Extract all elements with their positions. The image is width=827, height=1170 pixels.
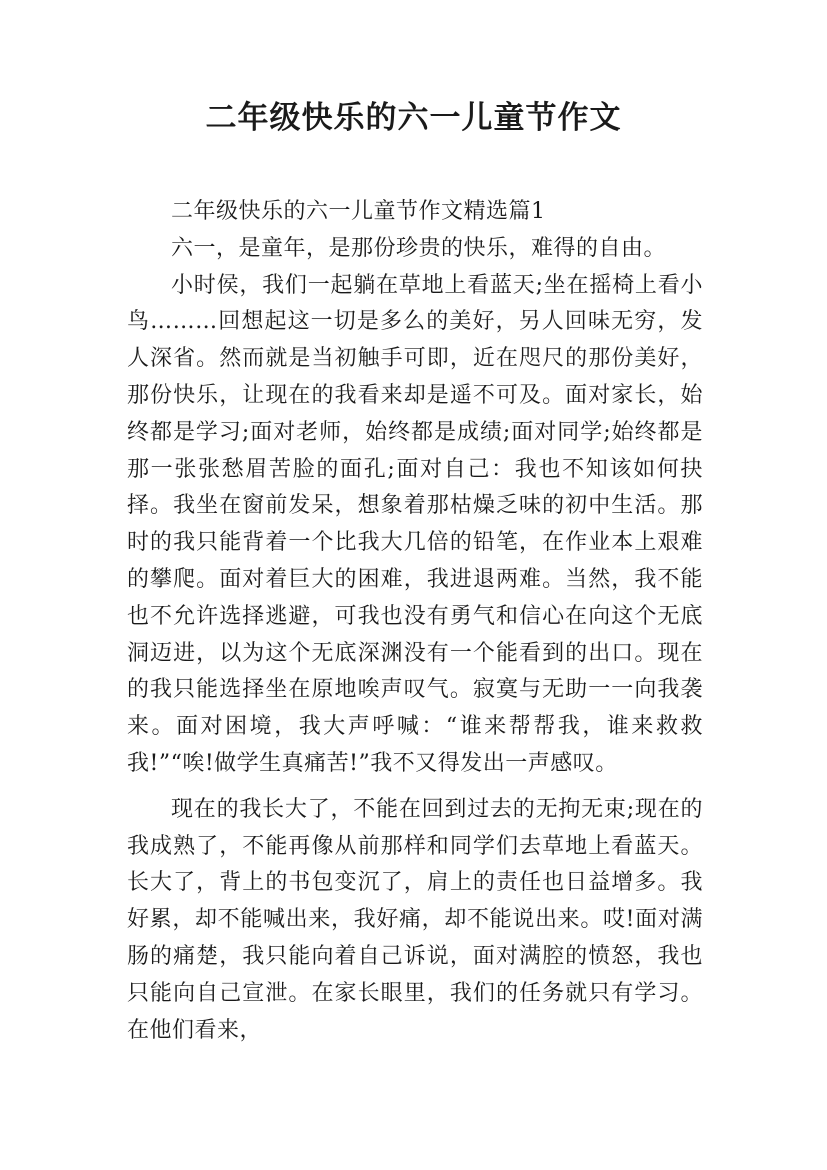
- paragraph: 六一，是童年，是那份珍贵的快乐，难得的自由。: [171, 235, 667, 261]
- document-body: [127, 194, 703, 1049]
- paragraph: 小时侯，我们一起躺在草地上看蓝天;坐在摇椅上看小鸟………回想起这一切是多么的美好，另人回味无穷，发人深省。然而就是当初触手可即，近在咫尺的那份美好，那份快乐，让现在的我看来却是遥不可及。面对家长，始终都是学习;面对老师，始终都是成绩;面对同学;始终都是那一张张愁眉苦脸的面孔;面对自己：我也不知该如何抉择。我坐在窗前发呆，想象着那枯燥乏味的初中生活。那时的我只能背着一个比我大几倍的铅笔，在作业本上艰难的攀爬。面对着巨大的困难，我进退两难。当然，我不能也不允许选择逃避，可我也没有勇气和信心在向这个无底洞迈进，以为这个无底深渊没有一个能看到的出口。现在的我只能选择坐在原地唉声叹气。寂寞与无助一一向我袭来。面对困境，我大声呼喊：“谁来帮帮我，谁来救救我!”“唉!做学生真痛苦!”我不又得发出一声感叹。: [127, 272, 703, 776]
- document-title: 二年级快乐的六一儿童节作文: [205, 100, 622, 136]
- paragraph: 现在的我长大了，不能在回到过去的无拘无束;现在的我成熟了，不能再像从前那样和同学们去草地上看蓝天。长大了，背上的书包变沉了，肩上的责任也日益增多。我好累，却不能喊出来，我好痛，却不能说出来。哎!面对满肠的痛楚，我只能向着自己诉说，面对满腔的愤怒，我也只能向自己宣泄。在家长眼里，我们的任务就只有学习。在他们看来，: [127, 796, 703, 1043]
- paragraph-subtitle: 二年级快乐的六一儿童节作文精选篇1: [171, 199, 546, 224]
